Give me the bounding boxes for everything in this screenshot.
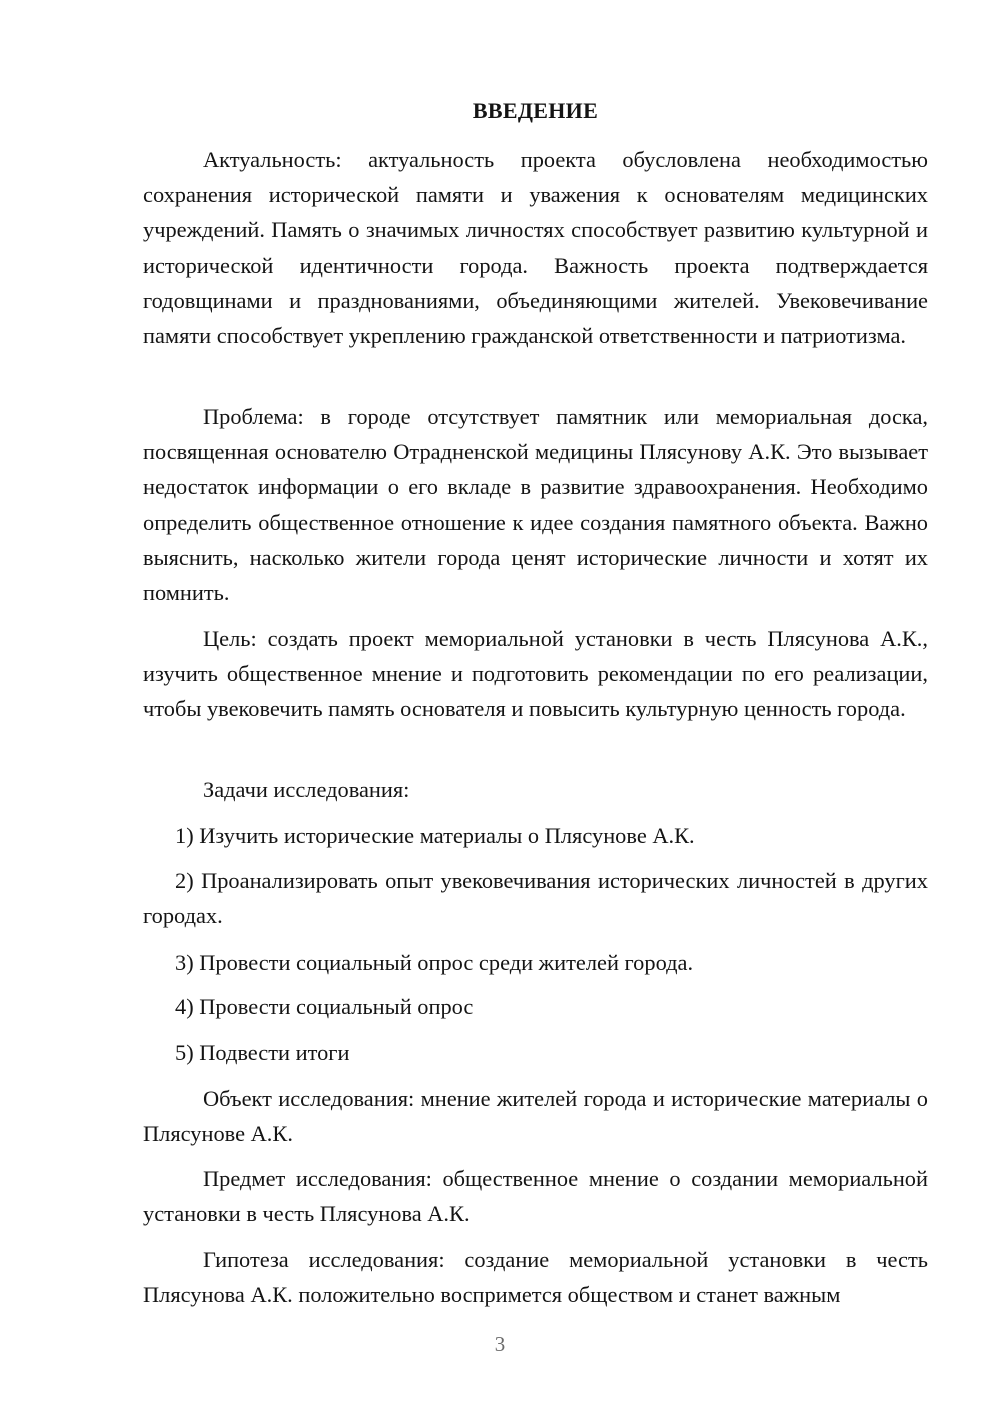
- paragraph-goal: Цель: создать проект мемориальной установки в честь Плясунова А.К., изучить общественное мнение и подготовить рекомендации по его реализации, чтобы увековечить память основателя и повысить культурную ценность города.: [143, 626, 928, 722]
- tasks-heading: Задачи исследования:: [203, 777, 410, 802]
- page-number: 3: [494, 1332, 506, 1356]
- paragraph-object: Объект исследования: мнение жителей города и исторические материалы о Плясунове А.К.: [143, 1086, 928, 1147]
- task-item-5: 5) Подвести итоги: [175, 1040, 350, 1065]
- section-title: ВВЕДЕНИЕ: [472, 98, 599, 123]
- task-item-3: 3) Провести социальный опрос среди жителей города.: [175, 950, 694, 975]
- paragraph-relevance: Актуальность: актуальность проекта обусловлена необходимостью сохранения исторической памяти и уважения к основателям медицинских учреждений. Память о значимых личностях способствует развитию культурной и исторической идентичности города. Важность проекта подтверждается годовщинами и празднованиями, объединяющими жителей. Увековечивание памяти способствует укреплению гражданской ответственности и патриотизма.: [143, 147, 928, 349]
- paragraph-hypothesis: Гипотеза исследования: создание мемориальной установки в честь Плясунова А.К. положительно воспримется обществом и станет важным: [143, 1247, 928, 1308]
- task-item-4: 4) Провести социальный опрос: [175, 994, 474, 1019]
- paragraph-problem: Проблема: в городе отсутствует памятник или мемориальная доска, посвященная основателю Отрадненской медицины Плясунову А.К. Это вызывает недостаток информации о его вкладе в развитие здравоохранения. Необходимо определить общественное отношение к идее создания памятного объекта. Важно выяснить, насколько жители города ценят исторические личности и хотят их помнить.: [143, 404, 928, 606]
- task-item-2: 2) Проанализировать опыт увековечивания исторических личностей в других городах.: [143, 868, 928, 929]
- paragraph-subject: Предмет исследования: общественное мнение о создании мемориальной установки в честь Плясунова А.К.: [143, 1166, 928, 1227]
- task-item-1: 1) Изучить исторические материалы о Плясунове А.К.: [175, 823, 695, 848]
